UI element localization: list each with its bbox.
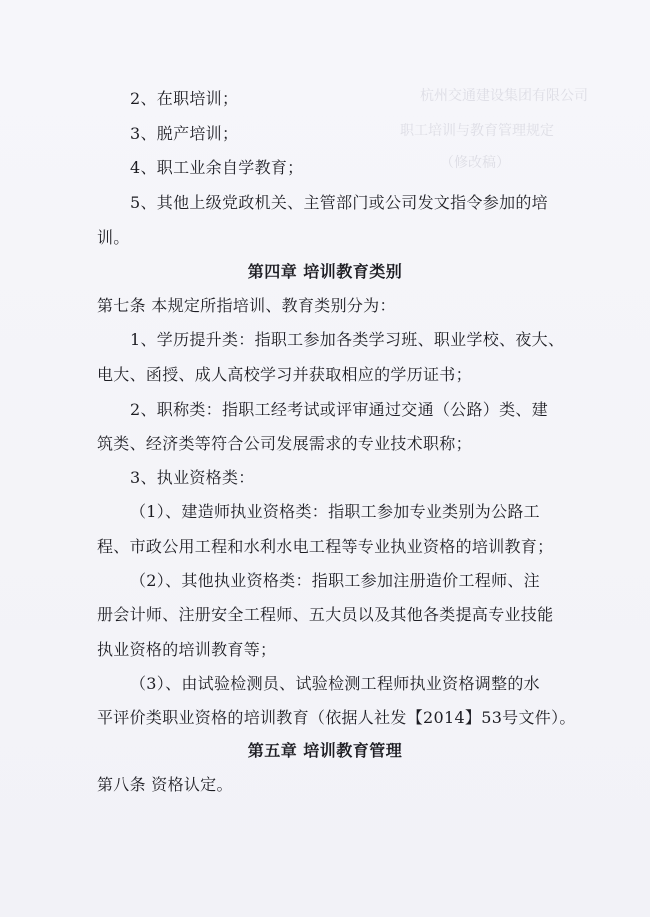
list-item: （1）、建造师执业资格类：指职工参加专业类别为公路工	[130, 502, 540, 521]
list-item: 4、职工业余自学教育；	[130, 158, 304, 177]
bleed-through-text: 杭州交通建设集团有限公司	[420, 88, 588, 104]
list-item: 3、脱产培训；	[130, 124, 239, 143]
list-item: 1、学历提升类：指职工参加各类学习班、职业学校、夜大、	[130, 330, 565, 349]
list-item: （3）、由试验检测员、试验检测工程师执业资格调整的水	[130, 674, 540, 693]
paragraph-line: 筑类、经济类等符合公司发展需求的专业技术职称；	[97, 434, 472, 453]
article-line: 第七条 本规定所指培训、教育类别分为：	[97, 296, 396, 315]
bleed-through-text: 职工培训与教育管理规定	[400, 123, 554, 139]
list-item: 3、执业资格类：	[130, 468, 255, 487]
chapter-heading: 第五章 培训教育管理	[247, 741, 403, 760]
list-item: 2、职称类：指职工经考试或评审通过交通（公路）类、建	[130, 400, 548, 419]
article-line: 第八条 资格认定。	[97, 775, 233, 794]
chapter-heading: 第四章 培训教育类别	[247, 262, 403, 281]
list-item: 5、其他上级党政机关、主管部门或公司发文指令参加的培	[130, 193, 548, 212]
paragraph-line: 训。	[97, 228, 130, 247]
bleed-through-text: （修改稿）	[440, 155, 510, 171]
paragraph-line: 平评价类职业资格的培训教育（依据人社发【2014】53号文件）。	[97, 708, 576, 727]
list-item: 2、在职培训；	[130, 89, 239, 108]
list-item: （2）、其他执业资格类：指职工参加注册造价工程师、注	[130, 571, 540, 590]
paragraph-line: 程、市政公用工程和水利水电工程等专业执业资格的培训教育；	[97, 537, 554, 556]
paragraph-line: 执业资格的培训教育等；	[97, 640, 277, 659]
paragraph-line: 册会计师、注册安全工程师、五大员以及其他各类提高专业技能	[97, 605, 554, 624]
paragraph-line: 电大、函授、成人高校学习并获取相应的学历证书；	[97, 365, 472, 384]
